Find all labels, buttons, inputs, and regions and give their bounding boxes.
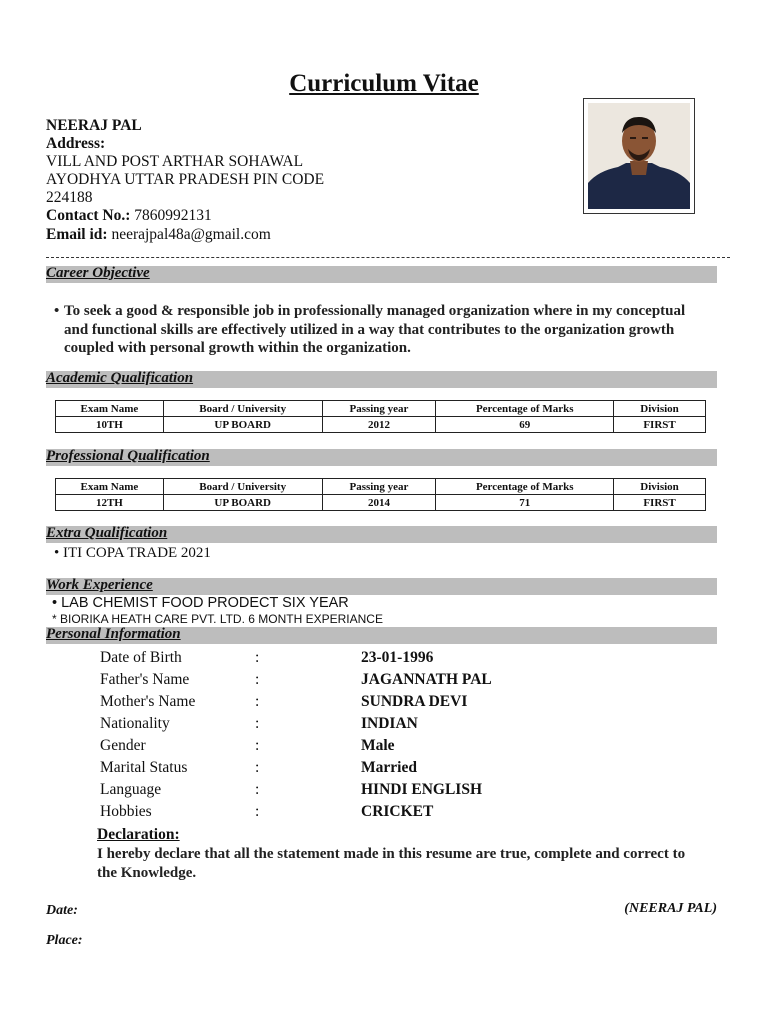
contact-value: 7860992131 <box>130 207 212 224</box>
table-cell: 12TH <box>56 495 164 511</box>
academic-heading-bar <box>46 371 717 388</box>
pi-label: Mother's Name <box>100 693 196 710</box>
pi-colon: : <box>255 803 260 820</box>
email-line <box>46 226 271 244</box>
pi-label: Gender <box>100 737 146 754</box>
pi-label: Marital Status <box>100 759 188 776</box>
table-header-row <box>56 401 706 417</box>
pi-label: Language <box>100 781 162 798</box>
pi-value: Male <box>361 737 395 754</box>
candidate-name: NEERAJ PAL <box>46 117 142 134</box>
career-objective-text <box>54 302 710 358</box>
bullet-icon: • <box>54 303 60 319</box>
table-header-cell: Exam Name <box>56 401 164 417</box>
person-photo-icon <box>588 103 690 209</box>
table-cell: UP BOARD <box>163 495 322 511</box>
table-header-cell: Passing year <box>322 401 436 417</box>
table-row <box>56 495 706 511</box>
pi-label: Date of Birth <box>100 649 182 666</box>
declaration-heading: Declaration: <box>97 826 180 843</box>
extra-heading: Extra Qualification <box>46 525 168 541</box>
place-label: Place: <box>46 933 83 948</box>
contact-label: Contact No.: <box>46 207 131 224</box>
personal-heading-bar <box>46 627 717 644</box>
table-header-cell: Passing year <box>322 479 436 495</box>
table-header-cell: Percentage of Marks <box>436 479 614 495</box>
table-header-cell: Board / University <box>163 401 322 417</box>
table-cell: FIRST <box>614 495 706 511</box>
table-cell: 2014 <box>322 495 436 511</box>
pi-colon: : <box>255 759 260 776</box>
work-item: • LAB CHEMIST FOOD PRODECT SIX YEAR <box>52 595 349 611</box>
contact-line <box>46 207 212 225</box>
pi-value: JAGANNATH PAL <box>361 671 492 688</box>
pi-colon: : <box>255 737 260 754</box>
table-header-row <box>56 479 706 495</box>
career-objective-heading-bar <box>46 266 717 283</box>
work-heading-bar <box>46 578 717 595</box>
pi-value: HINDI ENGLISH <box>361 781 483 798</box>
table-header-cell: Exam Name <box>56 479 164 495</box>
table-cell: 2012 <box>322 417 436 433</box>
signature-name: (NEERAJ PAL) <box>624 901 717 916</box>
profile-photo <box>583 98 695 214</box>
table-header-cell: Division <box>614 401 706 417</box>
extra-heading-bar <box>46 526 717 543</box>
pi-value: CRICKET <box>361 803 434 820</box>
table-header-cell: Division <box>614 479 706 495</box>
table-cell: UP BOARD <box>163 417 322 433</box>
professional-heading: Professional Qualification <box>46 448 210 464</box>
extra-item: • ITI COPA TRADE 2021 <box>54 545 211 561</box>
pi-label: Nationality <box>100 715 170 732</box>
address-line-2: AYODHYA UTTAR PRADESH PIN CODE <box>46 171 325 188</box>
pi-colon: : <box>255 693 260 710</box>
academic-table <box>55 400 706 433</box>
table-cell: FIRST <box>614 417 706 433</box>
table-cell: 69 <box>436 417 614 433</box>
pi-colon: : <box>255 649 260 666</box>
pi-value: SUNDRA DEVI <box>361 693 468 710</box>
table-header-cell: Percentage of Marks <box>436 401 614 417</box>
pi-label: Father's Name <box>100 671 190 688</box>
pi-label: Hobbies <box>100 803 152 820</box>
email-label: Email id: <box>46 226 108 243</box>
date-label: Date: <box>46 903 78 918</box>
pi-value: INDIAN <box>361 715 418 732</box>
cv-title: Curriculum Vitae <box>289 70 479 97</box>
professional-heading-bar <box>46 449 717 466</box>
address-line-3: 224188 <box>46 189 93 206</box>
pi-colon: : <box>255 781 260 798</box>
pi-value: 23-01-1996 <box>361 649 434 666</box>
table-row <box>56 417 706 433</box>
declaration-text: I hereby declare that all the statement made in this resume are true, complete and correct to the Knowledge. <box>97 846 686 881</box>
address-label: Address: <box>46 135 106 152</box>
work-heading: Work Experience <box>46 577 153 593</box>
professional-table <box>55 478 706 511</box>
work-item: * BIORIKA HEATH CARE PVT. LTD. 6 MONTH EXPERIANCE <box>52 612 383 626</box>
career-objective-heading: Career Objective <box>46 265 150 281</box>
address-line-1: VILL AND POST ARTHAR SOHAWAL <box>46 153 304 170</box>
table-header-cell: Board / University <box>163 479 322 495</box>
table-cell: 10TH <box>56 417 164 433</box>
personal-heading: Personal Information <box>46 626 181 642</box>
table-cell: 71 <box>436 495 614 511</box>
pi-value: Married <box>361 759 417 776</box>
career-objective-body: To seek a good & responsible job in professionally managed organization where in my conceptual and functional skills are effectively utilized in a way that contributes to the organization growth coupled with personal growth within the organization. <box>64 303 686 356</box>
academic-heading: Academic Qualification <box>46 370 194 386</box>
pi-colon: : <box>255 671 260 688</box>
email-value: neerajpal48a@gmail.com <box>107 226 271 243</box>
header-divider <box>46 257 730 258</box>
pi-colon: : <box>255 715 260 732</box>
